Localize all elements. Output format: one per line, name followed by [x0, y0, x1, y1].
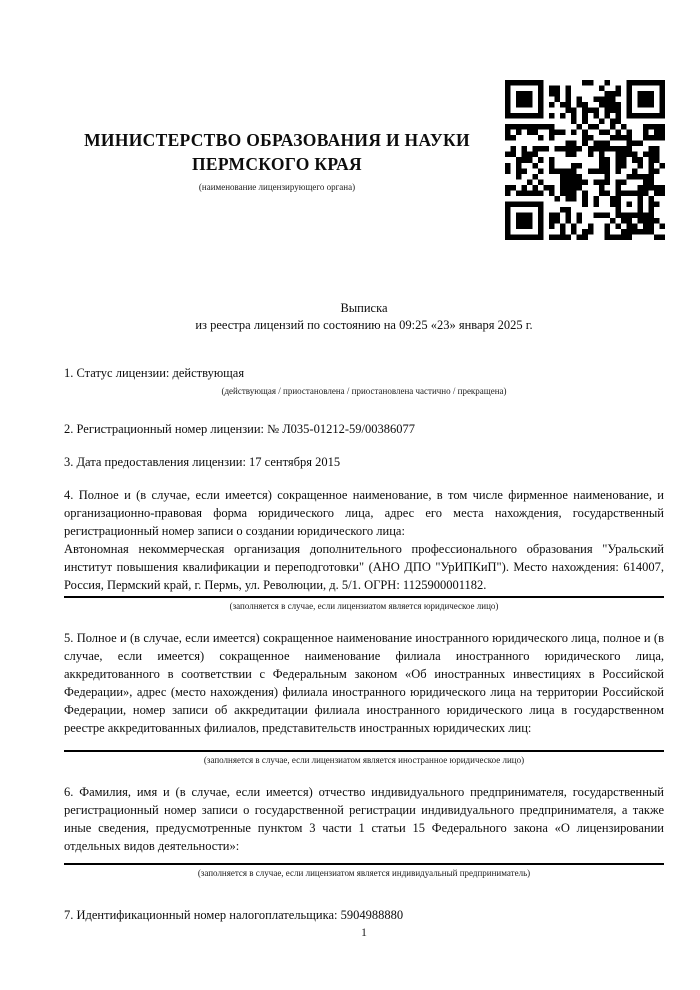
fill-line-foreign-entity: [64, 750, 664, 752]
document-body: [64, 364, 664, 924]
item-registration-number: 2. Регистрационный номер лицензии: № Л035-01212-59/00386077: [64, 422, 415, 436]
item-legal-entity-value: Автономная некоммерческая организация дополнительного профессионального образования "Уральский институт повышения квалификации и переподготовки" (АНО ДПО "УрИПКиП"). Место нахождения: 614007, Россия, Пермский край, г. Пермь, ул. Революции, д. 5/1. ОГРН: 1125900001182.: [64, 542, 664, 592]
ministry-name-line2: ПЕРМСКОГО КРАЯ: [192, 154, 362, 174]
page-number: 1: [361, 925, 367, 939]
fill-line-entrepreneur: [64, 863, 664, 865]
item-legal-entity-caption: (заполняется в случае, если лицензиатом является юридическое лицо): [229, 601, 499, 611]
item-foreign-entity-text: 5. Полное и (в случае, если имеется) сокращенное наименование иностранного юридического лица, полное и (в случае, если имеется) сокращенное наименование филиала иностранного юридического лица, аккредитованного в соответствии с Федеральным законом «Об иностранных инвестициях в Российской Федерации», адрес (место нахождения) филиала иностранного юридического лица на территории Российской Федерации, номер записи об аккредитации филиала иностранного юридического лица в государственном реестре аккредитованных филиалов, представительств иностранных юридических лиц:: [64, 631, 664, 735]
item-entrepreneur-caption: (заполняется в случае, если лицензиатом является индивидуальный предприниматель): [197, 868, 531, 878]
document-title-line1: Выписка: [340, 301, 388, 315]
ministry-name-line1: МИНИСТЕРСТВО ОБРАЗОВАНИЯ И НАУКИ: [84, 130, 470, 150]
item-legal-entity-text: 4. Полное и (в случае, если имеется) сокращенное наименование, в том числе фирменное наименование, и организационно-правовая форма юридического лица, адрес его места нахождения, государственный регистрационный номер записи о создании юридического лица:: [64, 488, 664, 538]
qr-code-icon: [505, 80, 665, 240]
item-taxpayer-number: 7. Идентификационный номер налогоплательщика: 5904988880: [64, 908, 404, 922]
fill-line-legal-entity: [64, 596, 664, 598]
item-foreign-entity-caption: (заполняется в случае, если лицензиатом является иностранное юридическое лицо): [203, 755, 525, 765]
document-title-line2: из реестра лицензий по состоянию на 09:25 «23» января 2025 г.: [195, 318, 533, 332]
item-license-grant-date: 3. Дата предоставления лицензии: 17 сентября 2015: [64, 455, 341, 469]
item-license-status: 1. Статус лицензии: действующая: [64, 366, 245, 380]
item-license-status-caption: (действующая / приостановлена / приостановлена частично / прекращена): [221, 386, 507, 396]
item-entrepreneur-text: 6. Фамилия, имя и (в случае, если имеется) отчество индивидуального предпринимателя, государственный регистрационный номер записи о государственной регистрации индивидуального предпринимателя, а также иные сведения, предусмотренные пунктом 3 части 1 статьи 15 Федерального закона «О лицензировании отдельных видов деятельности»:: [64, 785, 664, 853]
document-title: [64, 300, 664, 334]
licensing-authority-caption: (наименование лицензирующего органа): [198, 182, 356, 192]
header-block: [64, 128, 490, 193]
